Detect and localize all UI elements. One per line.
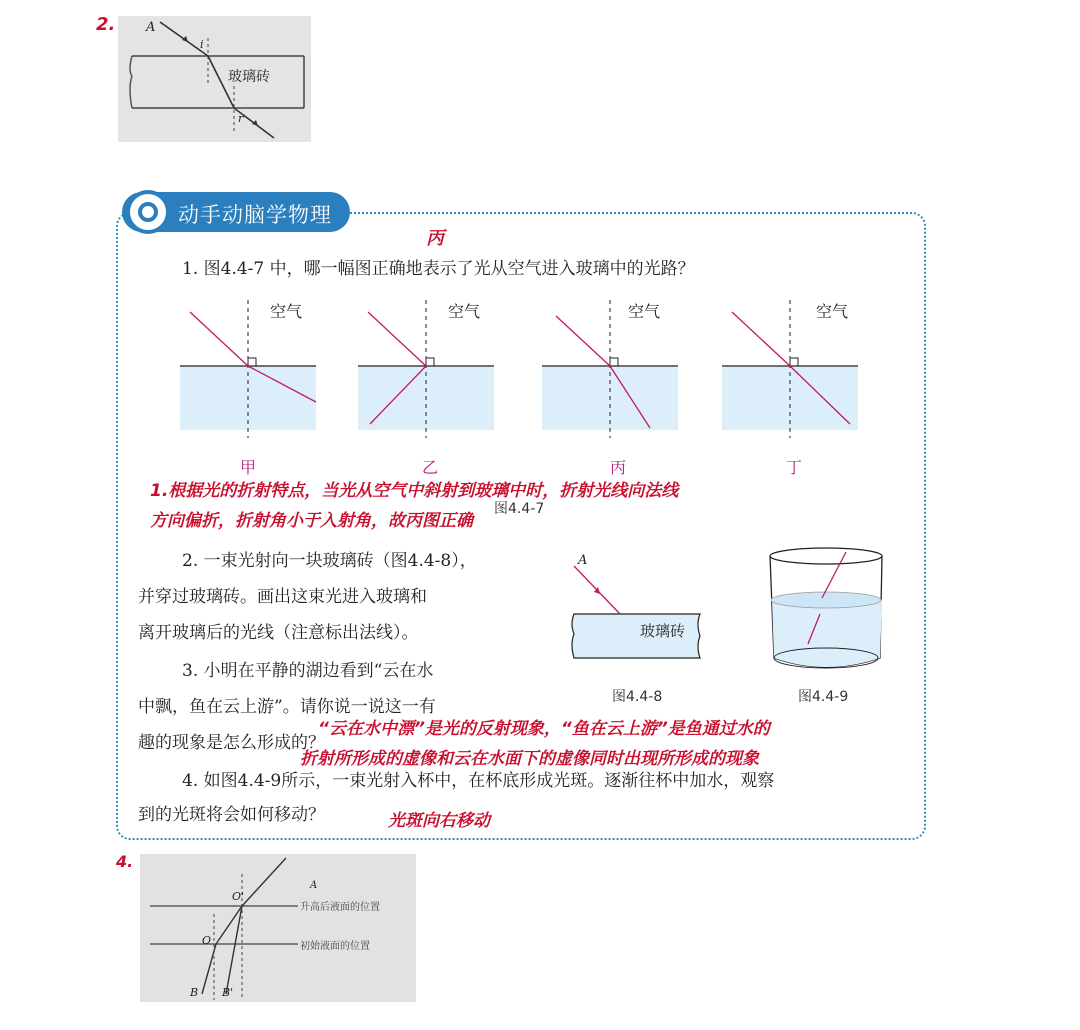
figure-label-jia: 甲: [240, 458, 257, 477]
answer-number-4: 4.: [116, 852, 134, 871]
handwritten-answer-3-line1: “云在水中漂”是光的反射现象，“鱼在云上游”是鱼通过水的: [318, 719, 770, 739]
q4-label-initial-level: 初始液面的位置: [300, 941, 370, 952]
q4-label-b-prime: B': [222, 986, 234, 999]
question-2-line3: 离开玻璃后的光线（注意标出法线）。: [138, 623, 419, 643]
q4-label-o: O: [202, 934, 212, 947]
water-level-ray-diagram: [140, 854, 416, 1002]
figure-447: [0, 0, 1080, 480]
air-label-ding: 空气: [816, 302, 849, 321]
figure-448-label: 玻璃砖: [640, 622, 686, 640]
figure-label-ding: 丁: [786, 458, 803, 477]
handwritten-answer-1-line1: 1.根据光的折射特点，当光从空气中斜射到玻璃中时，折射光线向法线: [150, 481, 679, 501]
air-label-yi: 空气: [448, 302, 481, 321]
q4-label-raised-level: 升高后液面的位置: [300, 902, 380, 913]
question-2-line2: 并穿过玻璃砖。画出这束光进入玻璃和: [138, 587, 427, 607]
figure-label-yi: 乙: [422, 458, 439, 477]
question-4-line2: 到的光斑将会如何移动？: [138, 805, 325, 825]
figure-447-caption: 图4.4-7: [494, 501, 545, 517]
question-2-line1: 2. 一束光射向一块玻璃砖（图4.4-8），: [182, 551, 477, 571]
figure-448-caption: 图4.4-8: [612, 689, 663, 705]
air-label-jia: 空气: [270, 302, 303, 321]
glass-brick-label: 玻璃砖: [228, 69, 270, 85]
q4-label-b: B: [190, 986, 199, 999]
answer-photo-q4: [140, 854, 416, 1002]
question-1-text: 1. 图4.4-7 中，哪一幅图正确地表示了光从空气进入玻璃中的光路？: [182, 259, 695, 279]
handwritten-answer-3-line2: 折射所形成的虚像和云在水面下的虚像同时出现所形成的现象: [300, 749, 759, 769]
figure-449-caption: 图4.4-9: [798, 689, 849, 705]
answer-number-2: 2.: [96, 14, 116, 35]
section-title: 动手动脑学物理: [178, 203, 332, 227]
question-3-line2: 中飘，鱼在云上游”。请你说一说这一有: [138, 697, 436, 717]
figure-448: [560, 550, 710, 670]
handwritten-answer-1-line2: 方向偏折，折射角小于入射角，故丙图正确: [150, 511, 473, 531]
air-label-bing: 空气: [628, 302, 661, 321]
question-3-line1: 3. 小明在平静的湖边看到“云在水: [182, 661, 434, 681]
handwritten-answer-4: 光斑向右移动: [388, 811, 490, 831]
point-a-label: A: [146, 20, 156, 35]
figure-448-point-a: A: [578, 553, 588, 568]
angle-r-label: r: [238, 112, 244, 125]
answer-mark-q1: 丙: [426, 228, 444, 249]
q4-label-a: A: [310, 880, 318, 891]
angle-i-label: i: [200, 38, 204, 51]
question-3-line3: 趣的现象是怎么形成的？: [138, 733, 325, 753]
figure-label-bing: 丙: [610, 458, 627, 477]
q4-label-o-prime: O': [232, 890, 245, 903]
figure-449: [762, 540, 892, 680]
question-4-line1: 4. 如图4.4-9所示，一束光射入杯中，在杯底形成光斑。逐渐往杯中加水，观察: [182, 771, 775, 791]
